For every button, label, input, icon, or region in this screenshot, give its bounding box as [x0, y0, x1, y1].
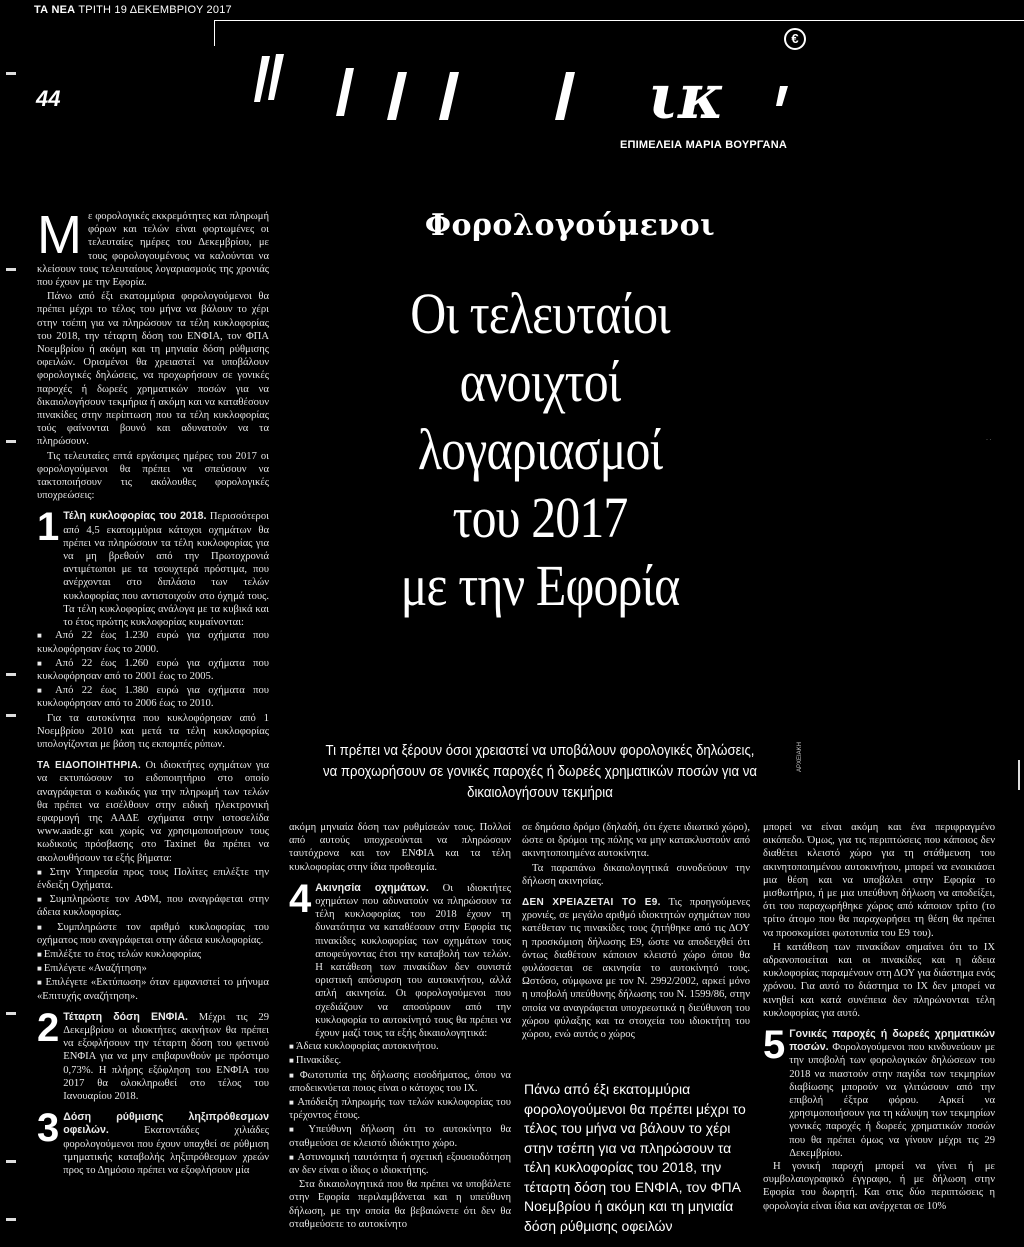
list-item: ■ Από 22 έως 1.260 ευρώ για οχήματα που κυκλοφόρησαν από το 2001 έως το 2005. — [37, 657, 269, 683]
subhead: ΤΑ ΕΙΔΟΠΟΙΗΤΗΡΙΑ. — [37, 760, 142, 772]
margin-mark — [6, 714, 16, 717]
item-number: 3 — [37, 1106, 60, 1151]
page-number: 44 — [36, 86, 61, 111]
item-title: Τέταρτη δόση ΕΝΦΙΑ. — [63, 1010, 188, 1023]
list-item: ■ Από 22 έως 1.230 ευρώ για οχήματα που κυκλοφόρησαν έως το 2000. — [37, 629, 269, 655]
item-title: Γονικές παροχές ή δωρεές χρηματικών ποσών. — [789, 1028, 995, 1054]
subhead-paragraph: ΔΕΝ ΧΡΕΙΑΖΕΤΑΙ ΤΟ Ε9. Τις προηγούμενες χρονιές, σε μεγάλο αριθμό ιδιοκτητών οχημάτων που κατέθεταν τις πινακίδες τους ζητήθηκε από τις ΔΟΥ η προσκόμιση δήλωσης Ε9, ώστε να αποδειχθεί ότι όντως διαθέτουν κάποιον κλειστό χώρο όπου θα φυλάσσεται σε ακινησία το αυτοκίνητό τους. Ωστόσο, σύμφωνα με τον Ν. 2992/2002, αρκεί μόνο η υποβολή υπεύθυνης δήλωσης του Ν. 1599/86, στην οποία να αναγράφεται υποχρεωτικά η διεύθυνση του χώρου φύλαξης και τα στοιχεία του ιδιοκτήτη του χώρου, ενώ αυτός ο χώρος — [522, 897, 750, 1041]
headline — [325, 280, 755, 620]
paragraph: Πάνω από έξι εκατομμύρια φορολογούμενοι θα πρέπει μέχρι το τέλος του μήνα να βάλουν το χέρι στην τσέπη για να πληρώσουν τα τέλη κυκλοφορίας του 2018, την τέταρτη δόση του ΕΝΦΙΑ, τον ΦΠΑ Νοεμβρίου ή ακόμη και τη μηνιαία δόση ρύθμισης οφειλών. Ορισμένοι θα χρειαστεί να υποβάλουν φορολογικές δηλώσεις, να προχωρήσουν σε γονικές παροχές ή δωρεές χρηματικών ποσών για να δικαιολογήσουν τεκμήρια ή ακόμη και να καταθέσουν πινακίδες στην περίπτωση που τα τέλη κυκλοφορίας τούς φαίνονται βουνό και αδυνατούν να τα πληρώσουν. — [37, 291, 269, 448]
item-title: Τέλη κυκλοφορίας του 2018. — [63, 510, 207, 523]
margin-mark — [6, 1012, 16, 1015]
drop-cap: Μ — [37, 210, 82, 265]
margin-mark — [6, 673, 16, 676]
pull-quote: Πάνω από έξι εκατομμύρια φορολογούμενοι θα πρέπει μέχρι το τέλος του μήνα να βάλουν το χέρι στην τσέπη για να πληρώσουν τα τέλη κυκλοφορίας του 2018, την τέταρτη δόση του ΕΝΦΙΑ, τον ΦΠΑ Νοεμβρίου ή ακόμη και τη μηνιαία δόση ρύθμισης οφειλών — [524, 1081, 746, 1234]
headline-line: με την Εφορία — [400, 553, 680, 618]
margin-mark — [6, 72, 16, 75]
paragraph: μπορεί να είναι ακόμη και ένα περιφραγμένο οικόπεδο. Όμως, για τις περιπτώσεις που κάποιος δεν διαθέτει κλειστό χώρο για τη στάθμευση του ακινητοποιημένου αυτοκινήτου, μπορεί να ενοικιάσει μια θέση και να υποβάλει στην Εφορία το μισθωτήριο, ή με μια υπεύθυνη δήλωση να αποδείξει, ότι του παραχωρήθηκε χώρος από κάποιον τρίτο (το τρίτο άτομο που θα παραχωρήσει τη θέση θα πρέπει να προσκομίσει φωτοτυπία του Ε9 του). — [763, 822, 995, 939]
numbered-item-5: 5 Γονικές παροχές ή δωρεές χρηματικών ποσών. Φορολογούμενοι που κινδυνεύουν με την υποβολή των φορολογικών δηλώσεων του 2018 να πιαστούν στην παγίδα των τεκμηρίων διαβίωσης μπορούν να γλιτώσουν από την επιβολή έξτρα φόρου. Αρκεί να χρησιμοποιήσουν για τη κάλυψη των τεκμηρίων γονικές παροχές ή δωρεές χρηματικών ποσών που θα πρέπει όμως να γίνουν μέχρι τις 29 Δεκεμβρίου. — [763, 1023, 995, 1159]
paragraph: Η γονική παροχή μπορεί να γίνει ή με συμβολαιογραφικό έγγραφο, ή με δήλωση στην Εφορία του δωρητή. Και στις δύο περιπτώσεις η φορολογία είναι ίδια και ανέρχεται σε 10% — [763, 1161, 995, 1212]
paper-name: ΤΑ ΝΕΑ — [34, 4, 76, 16]
list-item: ■ Επιλέξτε το έτος τελών κυκλοφορίας — [37, 948, 269, 961]
list-item: ■ Συμπληρώστε τον ΑΦΜ, που αναγράφεται στην άδεια κυκλοφορίας. — [37, 893, 269, 919]
kicker: Φορολογούμενοι — [424, 208, 716, 243]
item-title: Ακινησία οχημάτων. — [315, 881, 429, 894]
list-item: ■ Επιλέγετε «Αναζήτηση» — [37, 962, 269, 975]
item-number: 2 — [37, 1005, 60, 1050]
headline-line: λογαριασμοί — [417, 417, 663, 482]
list-item: ■ Πινακίδες. — [289, 1054, 511, 1067]
list-item: ■ Φωτοτυπία της δήλωσης εισοδήματος, όπου να αποδεικνύεται ποιος είναι ο κάτοχος του ΙΧ. — [289, 1069, 511, 1095]
margin-mark — [6, 268, 16, 271]
headline-line: του 2017 — [452, 485, 628, 550]
header-tick — [214, 20, 215, 46]
lede-paragraph: Με φορολογικές εκκρεμότητες και πληρωμή φόρων και τελών είναι φορτωμένες οι τελευταίες ημέρες του Δεκεμβρίου, με τους φορολογουμένους να καλούνται να κλείσουν τους τελευταίους λογαριασμούς της χρονιάς που έχουν με την Εφορία. — [37, 210, 269, 289]
headline-line: ανοιχτοί — [459, 349, 621, 414]
paragraph: ακόμη μηνιαία δόση των ρυθμίσεών τους. Πολλοί από αυτούς υποχρεούνται να πληρώσουν ταυτόχρονα και τον ΕΝΦΙΑ και τα τέλη κυκλοφορίας στην ίδια προθεσμία. — [289, 822, 511, 873]
article-column-2 — [289, 821, 511, 1246]
article-column-4 — [763, 821, 995, 1246]
item-number: 1 — [37, 505, 60, 550]
paragraph: Για τα αυτοκίνητα που κυκλοφόρησαν από 1 Νοεμβρίου 2010 και μετά τα τέλη κυκλοφορίας υπολογίζονται με βάση τις εκπομπές ρύπων. — [37, 712, 269, 750]
speck: · · — [986, 437, 992, 443]
numbered-item-4: 4 Ακινησία οχημάτων. Οι ιδιοκτήτες οχημάτων που αδυνατούν να πληρώσουν τα τέλη κυκλοφορίας του 2018 έχουν τη δυνατότητα να καταθέσουν στην Εφορία τις πινακίδες κυκλοφορίας των οχημάτων τους αποφεύγοντας έτσι την καταβολή των τελών. Η κατάθεση των πινακίδων δεν συνιστά οριστική απόσυρση του αυτοκινήτου, αλλά απλή ακινησία. Οι φορολογούμενοι που σχεδιάζουν να αποσύρουν από την κυκλοφορία το αυτοκίνητό τους θα πρέπει να έχουν μαζί τους τα εξής δικαιολογητικά: — [289, 876, 511, 1040]
paragraph: Τα παραπάνω δικαιολογητικά συνοδεύουν την δήλωση ακινησίας. — [522, 862, 750, 887]
list-item: ■ Απόδειξη πληρωμής των τελών κυκλοφορίας του τρέχοντος έτους. — [289, 1096, 511, 1122]
list-item: ■ Αστυνομική ταυτότητα ή σχετική εξουσιοδότηση αν δεν είναι ο ίδιος ο ιδιοκτήτης. — [289, 1151, 511, 1177]
edge-rule — [1018, 760, 1020, 790]
margin-mark — [6, 1218, 16, 1221]
item-number: 4 — [289, 876, 312, 921]
article-column-3 — [522, 821, 750, 1071]
editor-credit: ΕΠΙΜΕΛΕΙΑ ΜΑΡΙΑ ΒΟΥΡΓΑΝΑ — [620, 139, 787, 151]
subhead-paragraph: ΤΑ ΕΙΔΟΠΟΙΗΤΗΡΙΑ. Οι ιδιοκτήτες οχημάτων για να εκτυπώσουν το ειδοποιητήριο στο οποίο αναγράφεται ο κωδικός για την πληρωμή των τελών θα πρέπει να εισέλθουν στην ειδική ηλεκτρονική εφαρμογή της ΑΑΔΕ σχήματα στην ιστοσελίδα www.aade.gr και χωρίς να χρησιμοποιήσουν τους κωδικούς πρόσβασης στο Taxinet θα πρέπει να ακολουθήσουν τα εξής βήματα: — [37, 760, 269, 864]
numbered-item-3: 3 Δόση ρύθμισης ληξιπρόθεσμων οφειλών. Εκατοντάδες χιλιάδες φορολογούμενοι που έχουν υπαχθεί σε ρύθμιση τμηματικής καταβολής ληξιπρόθεσμων χρεών προς το Δημόσιο πρέπει να εξοφλήσουν μία — [37, 1106, 269, 1177]
header-rule — [214, 20, 1024, 21]
euro-circle-icon: € — [784, 28, 806, 50]
numbered-item-1: 1 Τέλη κυκλοφορίας του 2018. Περισσότεροι από 4,5 εκατομμύρια κάτοχοι οχημάτων θα πρέπει να πληρώσουν τα τέλη κυκλοφορίας για να μη βρεθούν από την Πρωτοχρονιά αντιμέτωποι με τα τσουχτερά πρόστιμα, που ανέρχονται στο διπλάσιο των τελών κυκλοφορίας που αντιστοιχούν στο όχημά τους. Τα τέλη κυκλοφορίας ανάλογα με τα κυβικά και το έτος πρώτης κυκλοφορίας κυμαίνονται: — [37, 505, 269, 629]
list-item: ■ Από 22 έως 1.380 ευρώ για οχήματα που κυκλοφόρησαν από το 2006 έως το 2010. — [37, 684, 269, 710]
headline-line: Οι τελευταίοι — [410, 281, 670, 346]
issue-date: ΤΡΙΤΗ 19 ΔΕΚΕΜΒΡΙΟΥ 2017 — [78, 4, 232, 16]
margin-mark — [6, 1160, 16, 1163]
paragraph: σε δημόσιο δρόμο (δηλαδή, ότι έχετε ιδιωτικό χώρο), ώστε οι δρόμοι της πόλης να μην κατακλυστούν από ακινητοποιημένα αυτοκίνητα. — [522, 822, 750, 860]
photo-credit: ΑΡΧΕΙΑΚΗ — [797, 741, 803, 772]
list-item: ■ Άδεια κυκλοφορίας αυτοκινήτου. — [289, 1040, 511, 1053]
item-title: Δόση ρύθμισης ληξιπρόθεσμων οφειλών. — [63, 1111, 269, 1137]
section-masthead — [250, 42, 810, 124]
date-line — [34, 4, 232, 16]
list-item: ■ Στην Υπηρεσία προς τους Πολίτες επιλέξτε την ένδειξη Οχήματα. — [37, 866, 269, 892]
paragraph: Στα δικαιολογητικά που θα πρέπει να υποβάλετε στην Εφορία περιλαμβάνεται και η υπεύθυνη δήλωση, με την οποία θα βεβαιώνετε ότι δεν θα σταθμεύσετε το αυτοκίνητο — [289, 1179, 511, 1230]
article-column-1 — [37, 210, 269, 1245]
subhead: ΔΕΝ ΧΡΕΙΑΖΕΤΑΙ ΤΟ Ε9. — [522, 897, 661, 909]
paragraph: Τις τελευταίες επτά εργάσιμες ημέρες του 2017 οι φορολογούμενοι θα πρέπει να σπεύσουν να τακτοποιήσουν τις ακόλουθες φορολογικές υποχρεώσεις: — [37, 450, 269, 502]
list-item: ■ Επιλέγετε «Εκτύπωση» όταν εμφανιστεί το μήνυμα «Επιτυχής αναζήτηση». — [37, 976, 269, 1002]
section-title-fragment: ικ — [648, 60, 725, 124]
list-item: ■ Υπεύθυνη δήλωση ότι το αυτοκίνητο θα σταθμεύσει σε κλειστό ιδιόκτητο χώρο. — [289, 1123, 511, 1149]
numbered-item-2: 2 Τέταρτη δόση ΕΝΦΙΑ. Μέχρι τις 29 Δεκεμβρίου οι ιδιοκτήτες ακινήτων θα πρέπει να εξοφλήσουν την τέταρτη δόση του φετινού ΕΝΦΙΑ για να μην επιβαρυνθούν με πρόστιμο 0,73%. Η πλήρης εξόφληση του ΕΝΦΙΑ του 2017 θα ολοκληρωθεί στο τέλος του Ιανουαρίου 2018. — [37, 1005, 269, 1102]
list-item: ■ Συμπληρώστε τον αριθμό κυκλοφορίας του οχήματος που αναγράφεται στην άδεια κυκλοφορίας. — [37, 921, 269, 947]
item-number: 5 — [763, 1023, 786, 1068]
margin-mark — [6, 440, 16, 443]
paragraph: Η κατάθεση των πινακίδων σημαίνει ότι το ΙΧ αδρανοποιείται και οι πινακίδες και η άδεια κυκλοφορίας παραμένουν στη ΔΟΥ για διάστημα ενός χρόνου. Για αυτό το διάστημα το ΙΧ δεν μπορεί να κινηθεί και κατά συνέπεια δεν πληρώνονται τέλη κυκλοφορίας για αυτό. — [763, 941, 995, 1019]
standfirst: Τι πρέπει να ξέρουν όσοι χρειαστεί να υποβάλουν φορολογικές δηλώσεις, να προχωρήσουν σε γονικές παροχές ή δωρεές χρηματικών ποσών για να δικαιολογήσουν τεκμήρια — [323, 742, 757, 801]
